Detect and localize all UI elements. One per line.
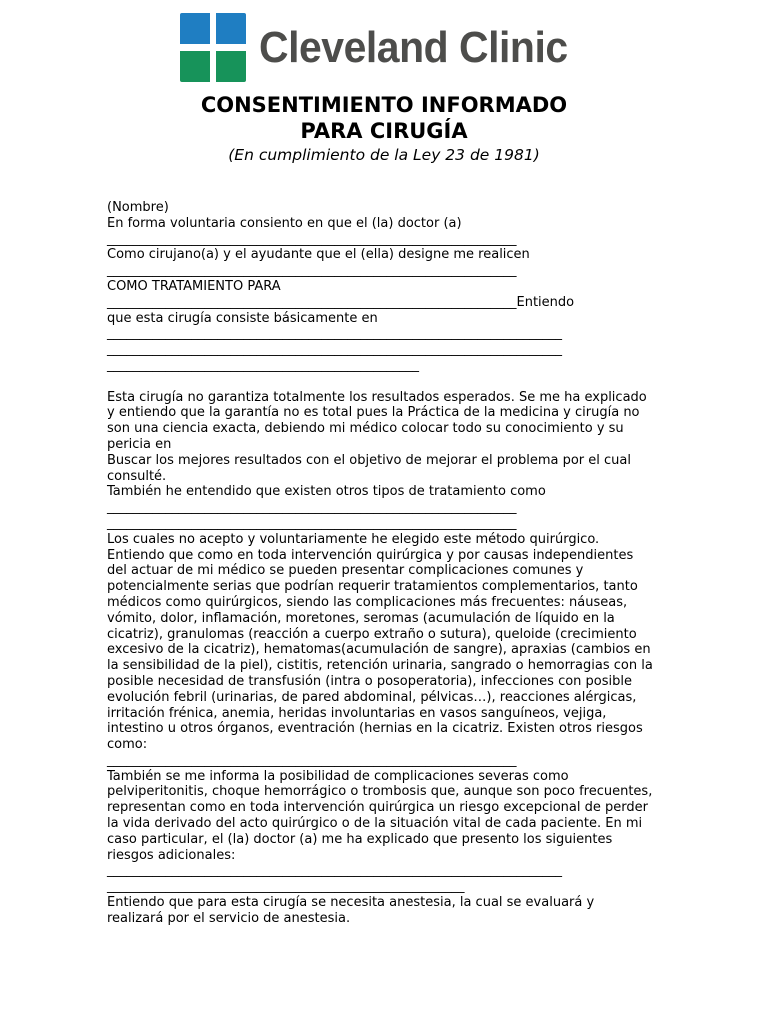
paragraph-line: son una ciencia exacta, debiendo mi médico colocar todo su conocimiento y su [107, 421, 624, 437]
paragraph-line: excesivo de la cicatriz), hematomas(acumulación de sangre), apraxias (cambios en [107, 642, 651, 658]
paragraph-line: Esta cirugía no garantiza totalmente los resultados esperados. Se me ha explicado [107, 389, 647, 405]
additional-risks-blank-line-1: ______________________________________________________________________ [107, 863, 562, 879]
paragraph-line: realizará por el servicio de anestesia. [107, 910, 351, 926]
additional-risks-blank-line-2: _______________________________________________________ [107, 879, 465, 895]
logo-wordmark: Cleveland Clinic [259, 22, 568, 72]
document-subtitle: (En cumplimiento de la Ley 23 de 1981) [228, 146, 540, 164]
logo-square-bottom-right [216, 51, 246, 82]
name-label: (Nombre) [107, 200, 169, 215]
paragraph-line: la vida derivado del acto quirúrgico o de la situación vital de cada paciente. En mi [107, 816, 643, 832]
paragraph-line: caso particular, el (la) doctor (a) me ha explicado que presento los siguientes [107, 831, 613, 847]
treatment-label: COMO TRATAMIENTO PARA [107, 278, 281, 294]
paragraph-line: Entiendo que para esta cirugía se necesita anestesia, la cual se evaluará y [107, 895, 595, 911]
surgeon-line: Como cirujano(a) y el ayudante que el (ella) designe me realicen [107, 247, 530, 263]
paragraph-line: Los cuales no acepto y voluntariamente he elegido este método quirúrgico. [107, 531, 600, 547]
paragraph-line: Buscar los mejores resultados con el objetivo de mejorar el problema por el cual [107, 452, 631, 468]
paragraph-line: y entiendo que la garantía no es total pues la Práctica de la medicina y cirugía no [107, 405, 640, 421]
logo-square-top-right [216, 13, 246, 44]
paragraph-line: como: [107, 737, 148, 753]
paragraph-line: También he entendido que existen otros tipos de tratamiento como [107, 484, 546, 500]
paragraph-line: irritación frénica, anemia, heridas involuntarias en vasos sanguíneos, vejiga, [107, 705, 607, 721]
logo-square-top-left [180, 13, 210, 44]
paragraph-line: vómito, dolor, inflamación, moretones, seromas (acumulación de líquido en la [107, 610, 615, 626]
paragraph-line: del actuar de mi médico se pueden presentar complicaciones comunes y [107, 563, 584, 579]
paragraph-line: riesgos adicionales: [107, 847, 236, 863]
document-title-line-1: CONSENTIMIENTO INFORMADO [200, 93, 568, 117]
doctor-blank-line: _______________________________________________________________ [107, 231, 517, 247]
description-blank-line-2: ______________________________________________________________________ [107, 342, 562, 358]
other-risks-blank-line: _______________________________________________________________ [107, 752, 517, 768]
paragraph-line: pericia en [107, 436, 172, 452]
paragraph-line: También se me informa la posibilidad de complicaciones severas como [107, 768, 569, 784]
consent-body [107, 200, 667, 927]
cleveland-clinic-logo [180, 13, 591, 82]
alternatives-blank-line-1: _______________________________________________________________ [107, 500, 517, 516]
document-title-line-2: PARA CIRUGÍA [300, 119, 468, 143]
paragraph-line: potencialmente serias que podrían requerir tratamientos complementarios, tanto [107, 579, 638, 595]
surgery-description-label: que esta cirugía consiste básicamente en [107, 310, 378, 326]
paragraph-line: médicos como quirúrgicos, siendo las complicaciones más frecuentes: náuseas, [107, 594, 628, 610]
logo-square-bottom-left [180, 51, 210, 82]
paragraph-line: posible necesidad de transfusión (intra o posoperatoria), infecciones con posible [107, 673, 632, 689]
paragraph-line: la sensibilidad de la piel), cistitis, retención urinaria, sangrado o hemorragias con la [107, 658, 653, 674]
paragraph-line: intestino u otros órganos, eventración (hernias en la cicatriz. Existen otros riesgos [107, 721, 643, 737]
consent-line: En forma voluntaria consiento en que el (la) doctor (a) [107, 215, 462, 231]
paragraph-line: representan como en toda intervención quirúrgica un riesgo excepcional de perder [107, 800, 648, 816]
cleveland-clinic-logo-mark [180, 13, 246, 82]
description-blank-line-1: ______________________________________________________________________ [107, 326, 562, 342]
procedure-blank-line: _______________________________________________________________ [107, 263, 517, 279]
paragraph-line: consulté. [107, 468, 167, 484]
paragraph-gap [107, 374, 667, 390]
paragraph-line: evolución febril (urinarias, de pared abdominal, pélvicas…), reacciones alérgicas, [107, 689, 637, 705]
paragraph-line: pelviperitonitis, choque hemorrágico o trombosis que, aunque son poco frecuentes, [107, 784, 653, 800]
paragraph-line: Entiendo que como en toda intervención quirúrgica y por causas independientes [107, 547, 634, 563]
description-blank-line-3: ________________________________________________ [107, 357, 419, 373]
alternatives-blank-line-2: _______________________________________________________________ [107, 515, 517, 531]
paragraph-line: cicatriz), granulomas (reacción a cuerpo extraño o sutura), queloide (crecimiento [107, 626, 637, 642]
treatment-blank-line: _______________________________________________________________Entiendo [107, 294, 575, 310]
